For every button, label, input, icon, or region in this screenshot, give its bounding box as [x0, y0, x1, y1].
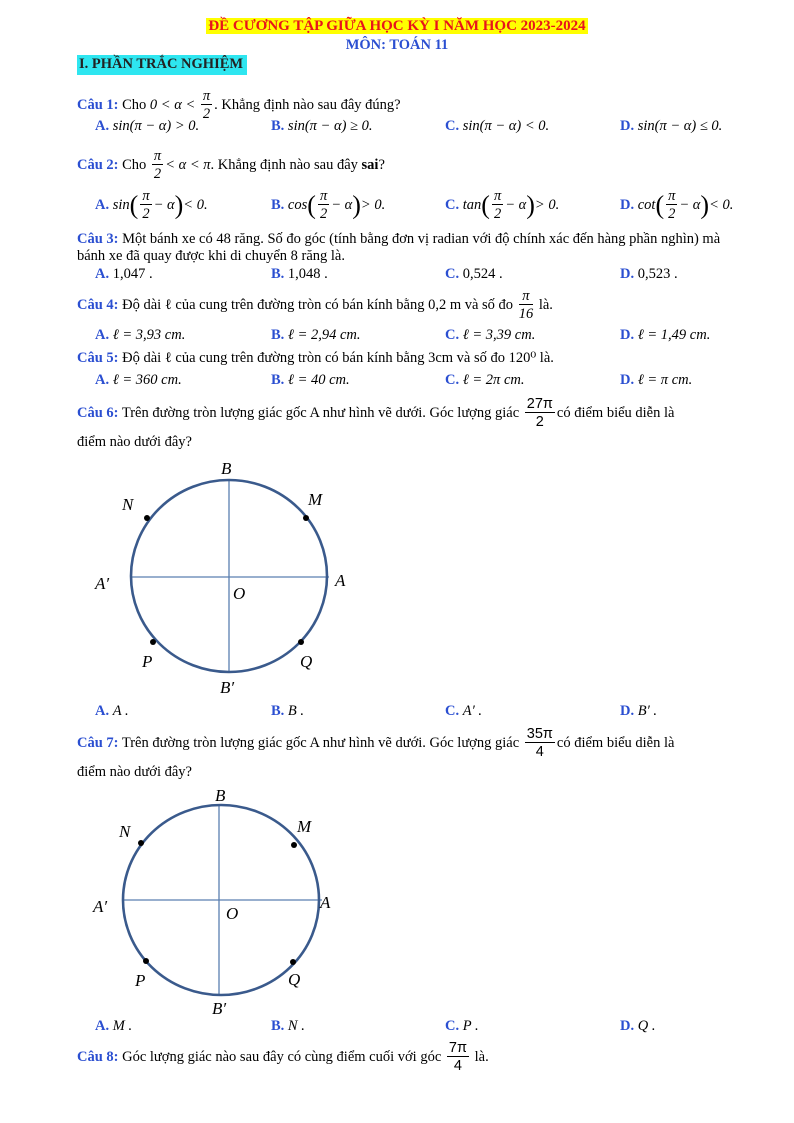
label-p: P	[142, 652, 153, 671]
section-heading: I. PHẦN TRẮC NGHIỆM	[77, 55, 247, 75]
point-q	[298, 639, 304, 645]
q4-option-c[interactable]: C. ℓ = 3,39 cm.	[445, 327, 536, 343]
fraction: $\frac{\pi}{2}$	[153, 148, 162, 182]
label-b-prime: B′	[220, 678, 235, 697]
fraction: $\frac{\pi}{2}$	[202, 88, 211, 122]
label-q: Q	[288, 970, 301, 989]
label-p: P	[135, 971, 146, 990]
q2-option-a[interactable]: A. sin( $\frac{\pi}{2}$ − α)< 0.	[95, 188, 208, 222]
q4-option-d[interactable]: D. ℓ = 1,49 cm.	[620, 327, 711, 343]
q5-option-c[interactable]: C. ℓ = 2π cm.	[445, 372, 525, 388]
document-title: ĐỀ CƯƠNG TẬP GIỮA HỌC KỲ I NĂM HỌC 2023-2024	[208, 18, 586, 34]
trig-circle-1	[80, 455, 380, 700]
q7-option-d[interactable]: D. Q .	[620, 1018, 656, 1034]
question-2: Câu 2: Cho $\frac{\pi}{2}$ < α < π. Khẳng định nào sau đây sai?	[77, 148, 385, 182]
q3-option-a[interactable]: A. 1,047 .	[95, 266, 153, 282]
label-o: O	[233, 584, 246, 603]
q6-option-d[interactable]: D. B′ .	[620, 703, 658, 719]
label-b: B	[215, 786, 226, 805]
q2-option-d[interactable]: D. cot( $\frac{\pi}{2}$ − α)< 0.	[620, 188, 734, 222]
label-q: Q	[300, 652, 313, 671]
point-q	[290, 959, 296, 965]
label-m: M	[297, 817, 312, 836]
question-5: Câu 5: Độ dài ℓ của cung trên đường tròn có bán kính bằng 3cm và số đo 120⁰ là.	[77, 350, 554, 366]
question-1: Câu 1: Cho 0 < α < $\frac{\pi}{2}$ . Khẳng định nào sau đây đúng?	[77, 88, 401, 122]
q1-option-b[interactable]: B. sin(π − α) ≥ 0.	[271, 118, 373, 134]
q1-option-c[interactable]: C. sin(π − α) < 0.	[445, 118, 550, 134]
question-4: Câu 4: Độ dài ℓ của cung trên đường tròn có bán kính bằng 0,2 m và số đo $\frac{\pi}{16}$ là.	[77, 288, 553, 322]
point-m	[291, 842, 297, 848]
question-7-cont: điểm nào dưới đây?	[77, 764, 192, 780]
q6-option-a[interactable]: A. A .	[95, 703, 129, 719]
q4-option-a[interactable]: A. ℓ = 3,93 cm.	[95, 327, 186, 343]
q2-option-c[interactable]: C. tan( $\frac{\pi}{2}$ − α)> 0.	[445, 188, 560, 222]
q5-option-b[interactable]: B. ℓ = 40 cm.	[271, 372, 350, 388]
q1-option-a[interactable]: A. sin(π − α) > 0.	[95, 118, 200, 134]
label-b: B	[221, 459, 232, 478]
question-6: Câu 6: Trên đường tròn lượng giác gốc A như hình vẽ dưới. Góc lượng giác $\frac{27\pi}{2}$ có điểm biểu diễn là	[77, 396, 675, 430]
label-a-prime: A′	[93, 897, 108, 916]
q2-option-b[interactable]: B. cos( $\frac{\pi}{2}$ − α)> 0.	[271, 188, 386, 222]
q7-option-a[interactable]: A. M .	[95, 1018, 133, 1034]
label-a-prime: A′	[95, 574, 110, 593]
point-n	[144, 515, 150, 521]
question-7: Câu 7: Trên đường tròn lượng giác gốc A như hình vẽ dưới. Góc lượng giác $\frac{35\pi}{4}$ có điểm biểu diễn là	[77, 726, 675, 760]
q6-option-b[interactable]: B. B .	[271, 703, 305, 719]
label-o: O	[226, 904, 239, 923]
label-a: A	[320, 893, 331, 912]
label-n: N	[122, 495, 134, 514]
q6-option-c[interactable]: C. A′ .	[445, 703, 483, 719]
q1-option-d[interactable]: D. sin(π − α) ≤ 0.	[620, 118, 723, 134]
question-8: Câu 8: Góc lượng giác nào sau đây có cùng điểm cuối với góc $\frac{7\pi}{4}$ là.	[77, 1040, 489, 1074]
q7-option-b[interactable]: B. N .	[271, 1018, 305, 1034]
q5-option-a[interactable]: A. ℓ = 360 cm.	[95, 372, 182, 388]
label-m: M	[308, 490, 323, 509]
q3-option-b[interactable]: B. 1,048 .	[271, 266, 328, 282]
question-6-cont: điểm nào dưới đây?	[77, 434, 192, 450]
trig-circle-2	[80, 783, 380, 1018]
point-p	[150, 639, 156, 645]
label-a: A	[335, 571, 346, 590]
q5-option-d[interactable]: D. ℓ = π cm.	[620, 372, 693, 388]
document-subtitle: MÔN: TOÁN 11	[345, 37, 449, 53]
label-b-prime: B′	[212, 999, 227, 1018]
label-n: N	[119, 822, 131, 841]
q4-option-b[interactable]: B. ℓ = 2,94 cm.	[271, 327, 361, 343]
point-n	[138, 840, 144, 846]
q3-option-d[interactable]: D. 0,523 .	[620, 266, 678, 282]
q3-option-c[interactable]: C. 0,524 .	[445, 266, 503, 282]
point-m	[303, 515, 309, 521]
point-p	[143, 958, 149, 964]
q7-option-c[interactable]: C. P .	[445, 1018, 479, 1034]
question-3: Câu 3: Một bánh xe có 48 răng. Số đo góc (tính bằng đơn vị radian với độ chính xác đến hàng phần nghìn) mà bánh xe đã quay được khi di chuyển 8 răng là.	[77, 231, 721, 264]
